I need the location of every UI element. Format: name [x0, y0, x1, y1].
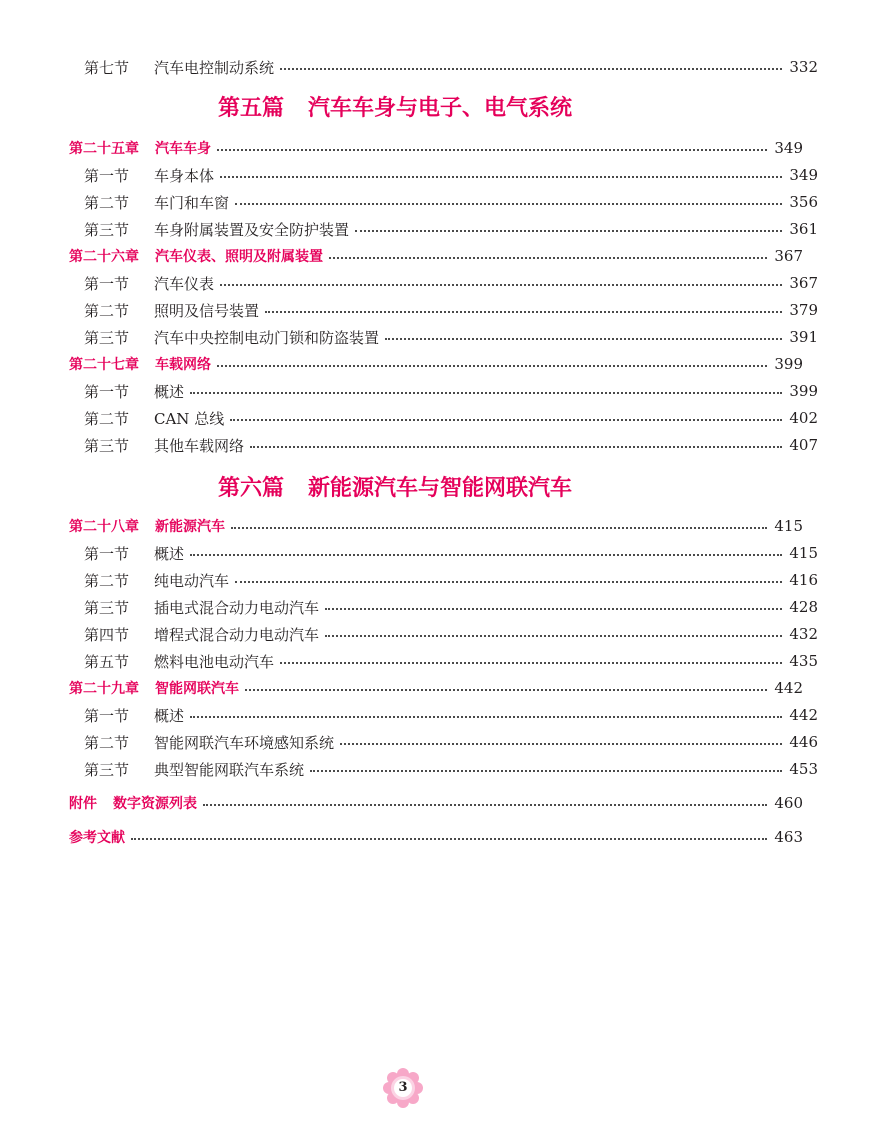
toc-section-row[interactable]: [0, 730, 874, 754]
section-title: 车身本体: [154, 166, 215, 185]
toc-section-row[interactable]: [0, 433, 874, 457]
page-number: 407: [789, 436, 818, 454]
page-number: 391: [789, 328, 818, 346]
page-number: 349: [774, 139, 803, 157]
toc-chapter-row[interactable]: [0, 244, 859, 268]
section-title: 其他车载网络: [154, 436, 245, 455]
page-number: 432: [789, 625, 818, 643]
leader-dots: [190, 554, 782, 556]
section-title: 车门和车窗: [154, 193, 230, 212]
section-number: 第二节: [84, 571, 130, 590]
section-number: 第二节: [84, 301, 130, 320]
chapter-title: 新能源汽车: [155, 519, 225, 535]
section-title: 纯电动汽车: [154, 571, 230, 590]
page-number: 402: [789, 409, 818, 427]
section-number: 第一节: [84, 382, 130, 401]
page-number-badge: [383, 1068, 423, 1108]
section-title: 概述: [154, 382, 185, 401]
section-title: CAN 总线: [154, 409, 225, 428]
appendix-label: 附件: [69, 796, 97, 812]
leader-dots: [325, 635, 782, 637]
leader-dots: [355, 230, 782, 232]
section-number: 第一节: [84, 706, 130, 725]
page-number: 415: [789, 544, 818, 562]
section-number: 第一节: [84, 274, 130, 293]
toc-section-row[interactable]: [0, 568, 874, 592]
toc-section-row[interactable]: [0, 703, 874, 727]
chapter-number: 第二十九章: [69, 681, 139, 697]
section-number: 第二节: [84, 193, 130, 212]
leader-dots: [230, 419, 782, 421]
leader-dots: [235, 581, 782, 583]
leader-dots: [250, 446, 782, 448]
section-number: 第三节: [84, 220, 130, 239]
section-number: 第三节: [84, 436, 130, 455]
section-title: 插电式混合动力电动汽车: [154, 598, 320, 617]
chapter-title: 汽车车身: [155, 141, 211, 157]
toc-section-row[interactable]: [0, 217, 874, 241]
part-number: 第五篇: [217, 95, 284, 121]
section-title: 汽车中央控制电动门锁和防盗装置: [154, 328, 380, 347]
toc-section-row[interactable]: [0, 406, 874, 430]
page-number: 379: [789, 301, 818, 319]
leader-dots: [245, 689, 767, 691]
page-number: 446: [789, 733, 818, 751]
toc-chapter-row[interactable]: [0, 352, 859, 376]
toc-chapter-row[interactable]: [0, 136, 859, 160]
section-title: 照明及信号装置: [154, 301, 260, 320]
toc-section-row[interactable]: [0, 163, 874, 187]
leader-dots: [203, 804, 767, 806]
chapter-title: 车载网络: [155, 357, 211, 373]
leader-dots: [280, 68, 782, 70]
leader-dots: [235, 203, 782, 205]
references-label: 参考文献: [69, 830, 125, 846]
page-number: 435: [789, 652, 818, 670]
chapter-title: 汽车仪表、照明及附属装置: [155, 249, 323, 265]
section-title: 典型智能网联汽车系统: [154, 760, 305, 779]
page-number: 349: [789, 166, 818, 184]
toc-section-row[interactable]: [0, 190, 874, 214]
section-number: 第七节: [84, 58, 130, 77]
toc-references-row[interactable]: [0, 825, 859, 849]
leader-dots: [265, 311, 782, 313]
toc-section-row[interactable]: [0, 622, 874, 646]
page-number: 367: [774, 247, 803, 265]
section-number: 第三节: [84, 328, 130, 347]
section-title: 智能网联汽车环境感知系统: [154, 733, 335, 752]
section-number: 第三节: [84, 760, 130, 779]
toc-section-row[interactable]: [0, 649, 874, 673]
part-heading: [0, 472, 790, 504]
part-heading: [0, 92, 790, 124]
page-number: 367: [789, 274, 818, 292]
chapter-number: 第二十七章: [69, 357, 139, 373]
toc-section-row[interactable]: [0, 55, 874, 79]
appendix-title: 数字资源列表: [113, 796, 197, 812]
toc-section-row[interactable]: [0, 325, 874, 349]
chapter-number: 第二十五章: [69, 141, 139, 157]
leader-dots: [310, 770, 782, 772]
leader-dots: [190, 392, 782, 394]
toc-section-row[interactable]: [0, 757, 874, 781]
section-title: 燃料电池电动汽车: [154, 652, 275, 671]
section-title: 概述: [154, 706, 185, 725]
part-title: 汽车车身与电子、电气系统: [308, 95, 573, 121]
page-number: 399: [774, 355, 803, 373]
toc-appendix-row[interactable]: [0, 791, 859, 815]
leader-dots: [231, 527, 767, 529]
section-title: 汽车仪表: [154, 274, 215, 293]
toc-section-row[interactable]: [0, 379, 874, 403]
section-number: 第二节: [84, 409, 130, 428]
leader-dots: [217, 365, 767, 367]
part-number: 第六篇: [217, 475, 284, 501]
section-number: 第一节: [84, 166, 130, 185]
leader-dots: [280, 662, 782, 664]
leader-dots: [325, 608, 782, 610]
page-number: 416: [789, 571, 818, 589]
toc-section-row[interactable]: [0, 595, 874, 619]
leader-dots: [131, 838, 767, 840]
toc-chapter-row[interactable]: [0, 514, 859, 538]
leader-dots: [329, 257, 767, 259]
leader-dots: [385, 338, 782, 340]
page-number: 356: [789, 193, 818, 211]
section-number: 第五节: [84, 652, 130, 671]
page-number: 361: [789, 220, 818, 238]
section-number: 第二节: [84, 733, 130, 752]
page-number: 332: [789, 58, 818, 76]
chapter-number: 第二十八章: [69, 519, 139, 535]
page-number: 442: [789, 706, 818, 724]
part-title: 新能源汽车与智能网联汽车: [308, 475, 573, 501]
page-number: 453: [789, 760, 818, 778]
chapter-title: 智能网联汽车: [155, 681, 239, 697]
toc-chapter-row[interactable]: [0, 676, 859, 700]
toc-section-row[interactable]: [0, 298, 874, 322]
section-number: 第三节: [84, 598, 130, 617]
section-title: 车身附属装置及安全防护装置: [154, 220, 350, 239]
toc-section-row[interactable]: [0, 271, 874, 295]
section-number: 第四节: [84, 625, 130, 644]
page-number-value: 3: [398, 1080, 408, 1095]
page-number: 463: [774, 828, 803, 846]
leader-dots: [217, 149, 767, 151]
page-number: 428: [789, 598, 818, 616]
toc-section-row[interactable]: [0, 541, 874, 565]
leader-dots: [340, 743, 782, 745]
section-title: 增程式混合动力电动汽车: [154, 625, 320, 644]
section-number: 第一节: [84, 544, 130, 563]
chapter-number: 第二十六章: [69, 249, 139, 265]
page-number: 442: [774, 679, 803, 697]
leader-dots: [190, 716, 782, 718]
leader-dots: [220, 284, 782, 286]
leader-dots: [220, 176, 782, 178]
page-number: 460: [774, 794, 803, 812]
section-title: 概述: [154, 544, 185, 563]
section-title: 汽车电控制动系统: [154, 58, 275, 77]
page-number: 415: [774, 517, 803, 535]
page-number: 399: [789, 382, 818, 400]
